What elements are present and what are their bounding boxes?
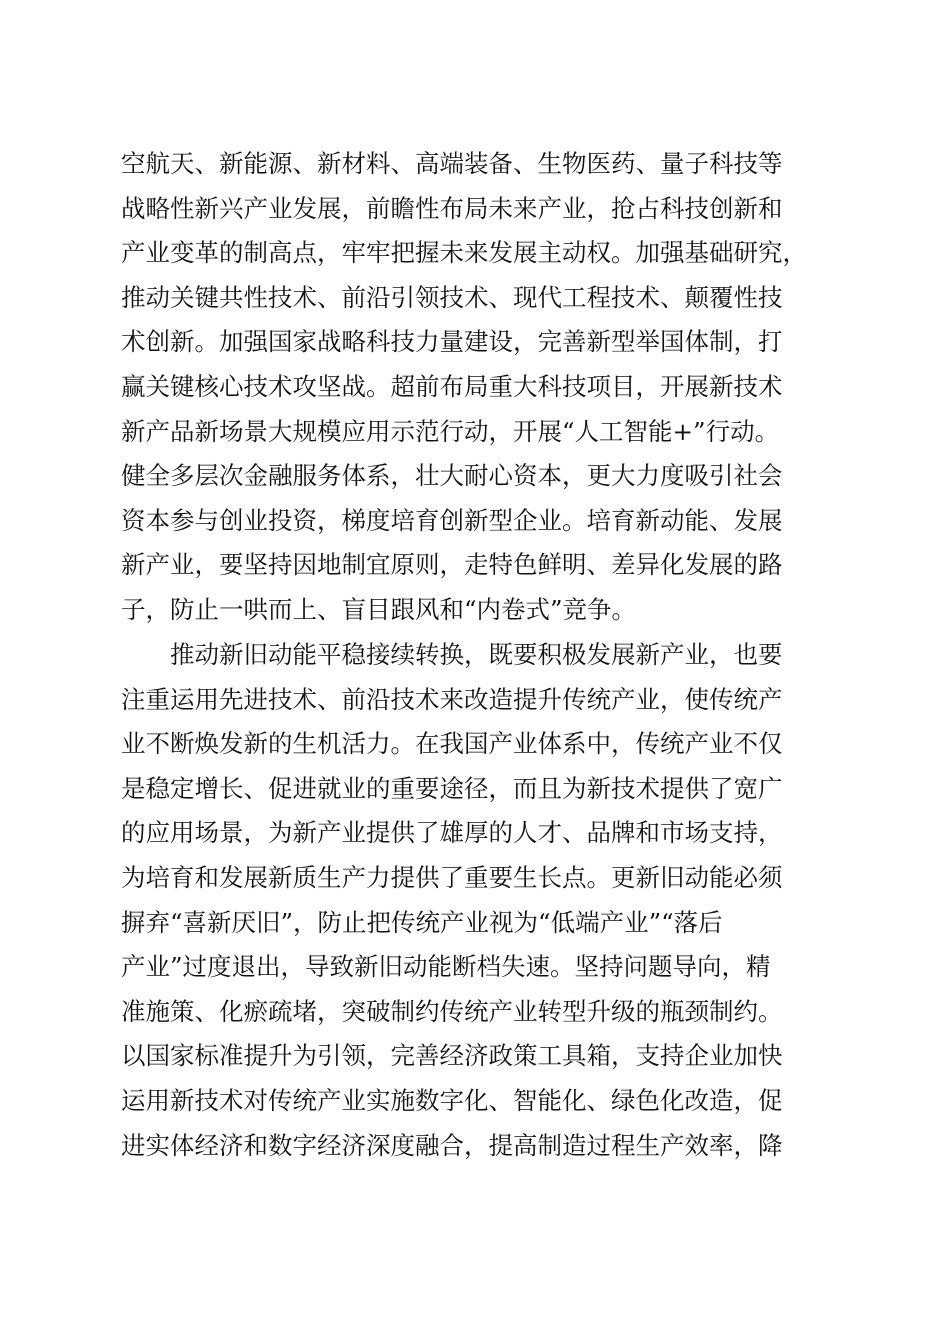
paragraph-2-line-11: 运用新技术对传统产业实施数字化、智能化、绿色化改造，促	[121, 1085, 783, 1115]
paragraph-1-line-4: 推动关键共性技术、前沿引领技术、现代工程技术、颠覆性技	[121, 282, 783, 312]
paragraph-1-line-3: 产业变革的制高点，牢牢把握未来发展主动权。加强基础研究，	[121, 238, 807, 268]
paragraph-2-line-12: 进实体经济和数字经济深度融合，提高制造过程生产效率，降	[121, 1130, 783, 1160]
paragraph-2-line-9: 准施策、化瘀疏堵，突破制约传统产业转型升级的瓶颈制约。	[121, 996, 783, 1026]
paragraph-2-line-3: 业不断焕发新的生机活力。在我国产业体系中，传统产业不仅	[121, 729, 783, 759]
paragraph-1	[121, 142, 831, 633]
paragraph-1-line-2: 战略性新兴产业发展，前瞻性布局未来产业，抢占科技创新和	[121, 193, 783, 223]
paragraph-1-line-1: 空航天、新能源、新材料、高端装备、生物医药、量子科技等	[121, 149, 783, 178]
paragraph-2-line-5: 的应用场景，为新产业提供了雄厚的人才、品牌和市场支持，	[121, 818, 783, 848]
paragraph-1-line-6: 赢关键核心技术攻坚战。超前布局重大科技项目，开展新技术	[121, 371, 783, 401]
paragraph-1-line-7: 新产品新场景大规模应用示范行动，开展“人工智能+”行动。	[121, 416, 780, 446]
paragraph-2	[121, 633, 831, 1168]
paragraph-2-line-10: 以国家标准提升为引领，完善经济政策工具箱，支持企业加快	[121, 1041, 783, 1071]
paragraph-1-line-10: 新产业，要坚持因地制宜原则，走特色鲜明、差异化发展的路	[121, 550, 783, 580]
paragraph-2-line-1: 推动新旧动能平稳接续转换，既要积极发展新产业，也要	[170, 640, 783, 669]
paragraph-2-line-6: 为培育和发展新质生产力提供了重要生长点。更新旧动能必须	[121, 862, 783, 892]
paragraph-1-line-5: 术创新。加强国家战略科技力量建设，完善新型举国体制，打	[121, 327, 783, 357]
paragraph-1-line-9: 资本参与创业投资，梯度培育创新型企业。培育新动能、发展	[121, 505, 783, 535]
paragraph-2-line-7: 摒弃“喜新厌旧”，防止把传统产业视为“低端产业”“落后	[121, 907, 723, 937]
paragraph-1-line-8: 健全多层次金融服务体系，壮大耐心资本，更大力度吸引社会	[121, 461, 783, 491]
paragraph-2-line-4: 是稳定增长、促进就业的重要途径，而且为新技术提供了宽广	[121, 773, 783, 803]
paragraph-2-line-8: 产业”过度退出，导致新旧动能断档失速。坚持问题导向，精	[121, 952, 771, 982]
paragraph-1-line-11: 子，防止一哄而上、盲目跟风和“内卷式”竞争。	[121, 594, 637, 624]
paragraph-2-line-2: 注重运用先进技术、前沿技术来改造提升传统产业，使传统产	[121, 684, 783, 714]
